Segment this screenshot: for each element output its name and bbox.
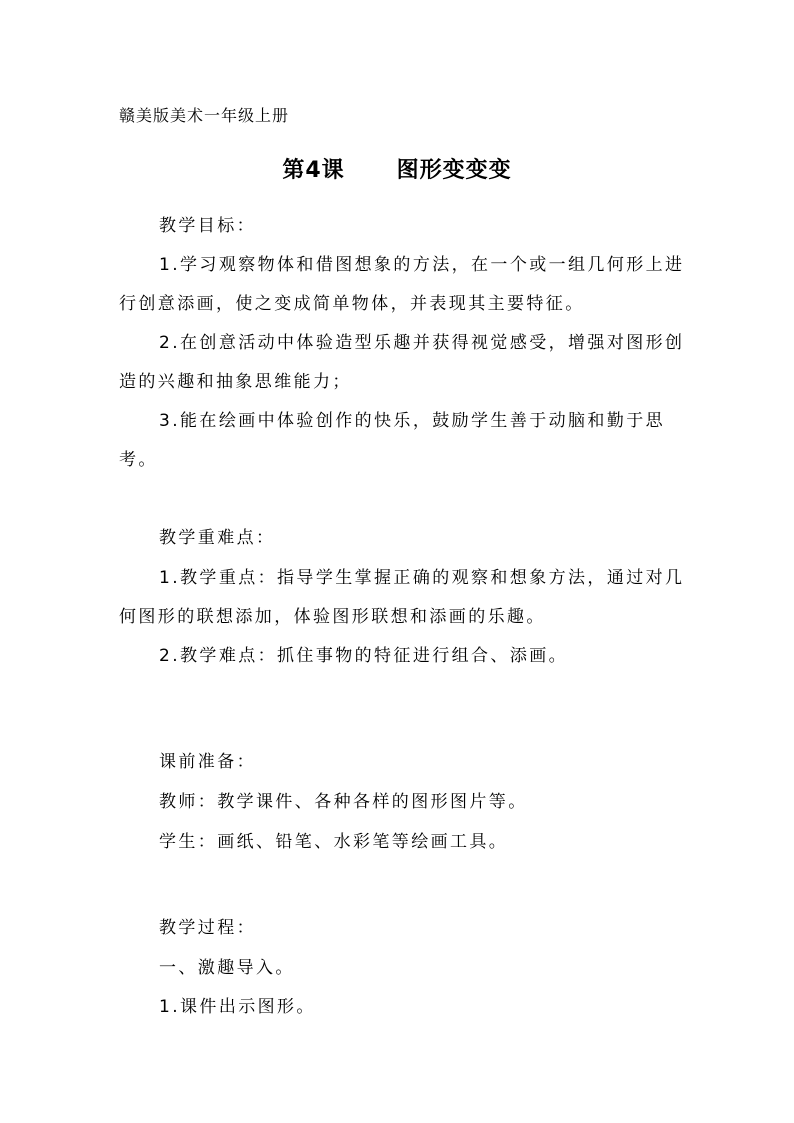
objective-3-line1: 3.能在绘画中体验创作的快乐，鼓励学生善于动脑和勤于思 bbox=[159, 411, 666, 431]
objectives-heading: 教学目标： bbox=[159, 216, 256, 236]
key-point-1-line2: 何图形的联想添加，体验图形联想和添画的乐趣。 bbox=[119, 607, 546, 627]
preparation-heading: 课前准备： bbox=[159, 752, 256, 772]
key-point-2: 2.教学难点：抓住事物的特征进行组合、添画。 bbox=[159, 646, 569, 666]
objective-1-line2: 行创意添画，使之变成简单物体，并表现其主要特征。 bbox=[119, 294, 585, 314]
process-step-item: 1.课件出示图形。 bbox=[159, 997, 316, 1017]
process-heading: 教学过程： bbox=[159, 918, 256, 938]
objective-1-line1: 1.学习观察物体和借图想象的方法，在一个或一组几何形上进 bbox=[159, 255, 685, 275]
lesson-title: 第4课 图形变变变 bbox=[282, 158, 512, 183]
preparation-teacher: 教师：教学课件、各种各样的图形图片等。 bbox=[159, 792, 528, 812]
objective-2-line1: 2.在创意活动中体验造型乐趣并获得视觉感受，增强对图形创 bbox=[159, 333, 685, 353]
key-points-heading: 教学重难点： bbox=[159, 528, 276, 548]
preparation-student: 学生：画纸、铅笔、水彩笔等绘画工具。 bbox=[159, 832, 509, 852]
process-step-title: 一、激趣导入。 bbox=[159, 958, 295, 978]
key-point-1-line1: 1.教学重点：指导学生掌握正确的观察和想象方法，通过对几 bbox=[159, 568, 685, 588]
objective-3-line2: 考。 bbox=[119, 450, 158, 470]
textbook-edition-note: 赣美版美术一年级上册 bbox=[119, 106, 290, 125]
objective-2-line2: 造的兴趣和抽象思维能力； bbox=[119, 372, 352, 392]
